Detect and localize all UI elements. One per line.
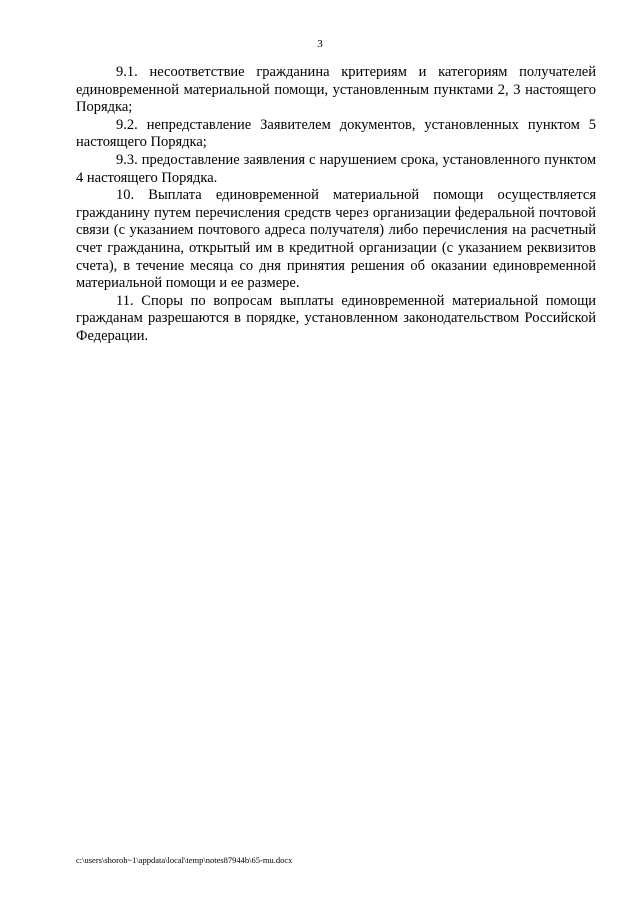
paragraph-11: 11. Споры по вопросам выплаты единовременной материальной помощи гражданам разрешаются в порядке, установленном законодательством Российской Федерации. <box>76 292 596 344</box>
page-number: 3 <box>317 38 323 50</box>
paragraph-9-1: 9.1. несоответствие гражданина критериям и категориям получателей единовременной материальной помощи, установленным пунктами 2, 3 настоящего Порядка; <box>76 64 596 116</box>
paragraph-10: 10. Выплата единовременной материальной помощи осуществляется гражданину путем перечисления средств через организации федеральной почтовой связи (с указанием почтового адреса получателя) либо перечисления на расчетный счет гражданина, открытый им в кредитной организации (с указанием реквизитов счета), в течение месяца со дня принятия решения об оказании единовременной материальной помощи и ее размере. <box>76 187 596 292</box>
document-body <box>76 64 596 346</box>
paragraph-9-3: 9.3. предоставление заявления с нарушением срока, установленного пунктом 4 настоящего Порядка. <box>76 151 596 186</box>
paragraph-9-2: 9.2. непредставление Заявителем документов, установленных пунктом 5 настоящего Порядка; <box>76 116 596 151</box>
footer-file-path: c:\users\shoroh~1\appdata\local\temp\notes87944b\65-mu.docx <box>76 855 293 865</box>
